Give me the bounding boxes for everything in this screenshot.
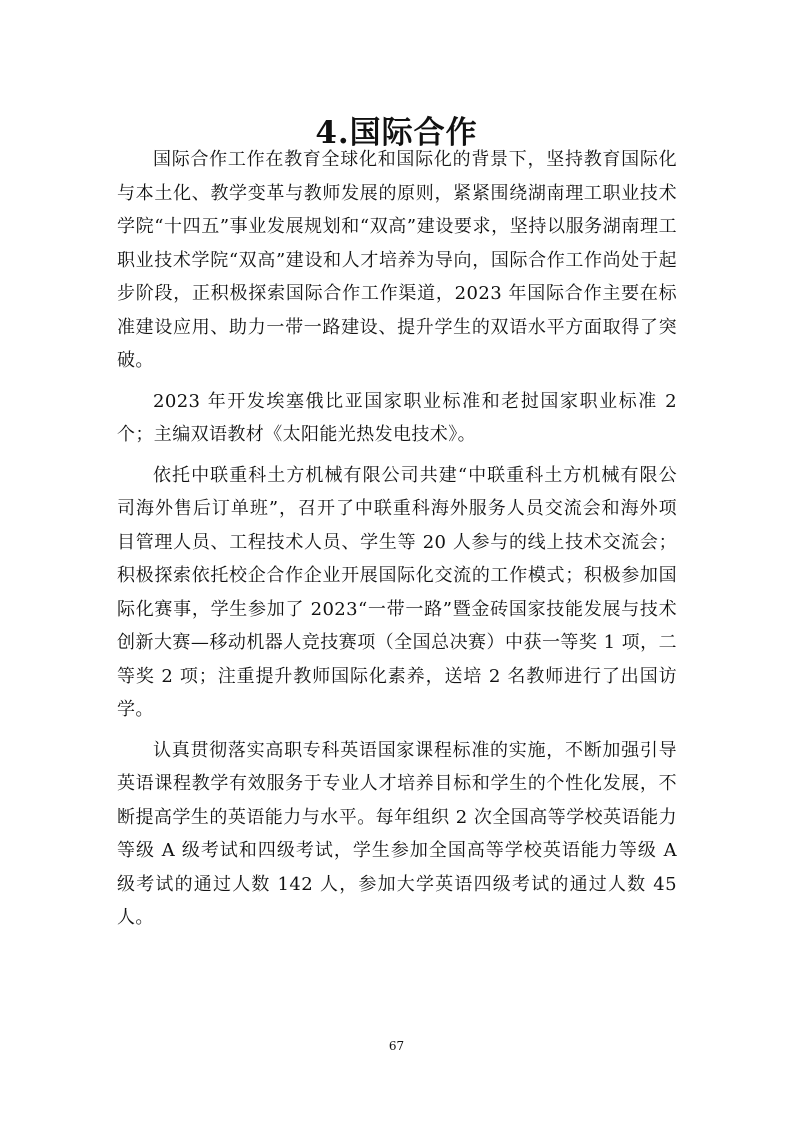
paragraph-cooperation: 依托中联重科土方机械有限公司共建“中联重科土方机械有限公司海外售后订单班”，召开了中联重科海外服务人员交流会和海外项目管理人员、工程技术人员、学生等 20 人参与的线上技术交流会；积极探索依托校企合作企业开展国际化交流的工作模式；积极参加国际化赛事，学生参加了 2023“一带一路”暨金砖国家技能发展与技术创新大赛—移动机器人竞技赛项（全国总决赛）中获一等奖 1 项，二等奖 2 项；注重提升教师国际化素养，送培 2 名教师进行了出国访学。 [117,464,677,720]
paragraph-standards: 2023 年开发埃塞俄比亚国家职业标准和老挝国家职业标准 2 个；主编双语教材《太阳能光热发电技术》。 [117,390,677,445]
body-text [117,143,677,942]
page-number: 67 [388,1039,405,1053]
section-title: 4.国际合作 [315,114,478,151]
paragraph-english: 认真贯彻落实高职专科英语国家课程标准的实施，不断加强引导英语课程教学有效服务于专业人才培养目标和学生的个性化发展，不断提高学生的英语能力与水平。每年组织 2 次全国高等学校英语能力等级 A 级考试和四级考试，学生参加全国高等学校英语能力等级 A 级考试的通过人数 142 人，参加大学英语四级考试的通过人数 45 人。 [117,739,677,928]
paragraph-intro: 国际合作工作在教育全球化和国际化的背景下，坚持教育国际化与本土化、教学变革与教师发展的原则，紧紧围绕湖南理工职业技术学院“十四五”事业发展规划和“双高”建设要求，坚持以服务湖南理工职业技术学院“双高”建设和人才培养为导向，国际合作工作尚处于起步阶段，正积极探索国际合作工作渠道，2023 年国际合作主要在标准建设应用、助力一带一路建设、提升学生的双语水平方面取得了突破。 [117,149,677,371]
